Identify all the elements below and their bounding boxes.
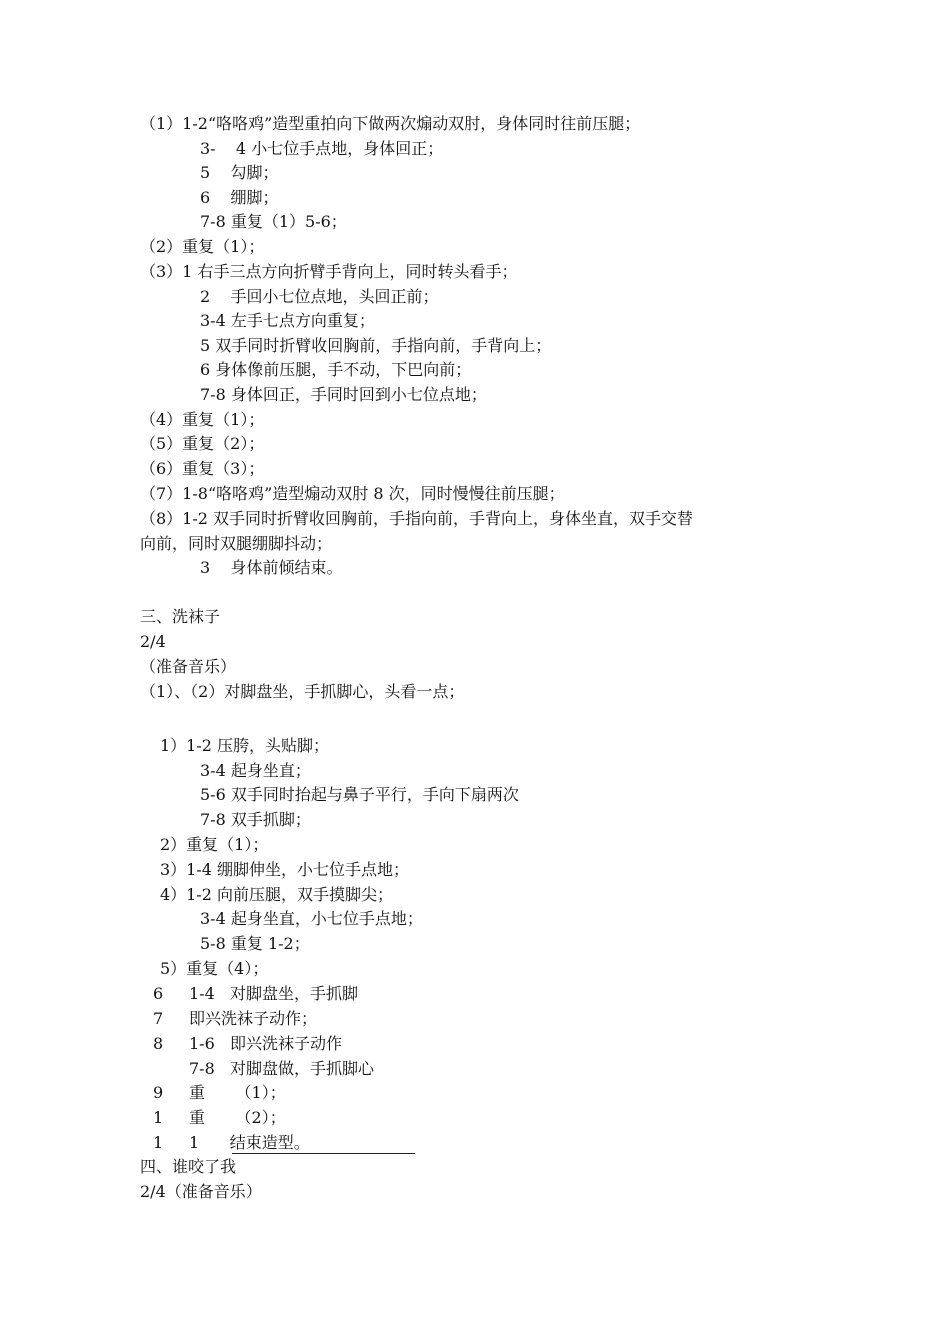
intro-music: （准备音乐） <box>140 657 237 676</box>
row-number: 9 <box>153 1083 164 1102</box>
move-line: 6 身体像前压腿，手不动，下巴向前； <box>200 360 472 379</box>
move-line: 3-4 起身坐直； <box>200 761 311 780</box>
row-text: 即兴洗袜子动作； <box>189 1009 318 1028</box>
move-line: 7-8 重复（1）5-6； <box>200 212 347 231</box>
move-line: （8）1-2 双手同时折臂收回胸前，手指向前，手背向上，身体坐直，双手交替 <box>140 509 694 528</box>
prep-line: （1）、（2）对脚盘坐，手抓脚心，头看一点； <box>140 682 465 701</box>
move-line: 3 身体前倾结束。 <box>200 558 343 577</box>
move-line: （5）重复（2）； <box>140 434 265 453</box>
move-line: （2）重复（1）； <box>140 237 265 256</box>
row-number: 6 <box>153 984 164 1003</box>
move-line: 7-8 身体回正，手同时回到小七位点地； <box>200 385 487 404</box>
move-line: 5 双手同时折臂收回胸前，手指向前，手背向上； <box>200 336 552 355</box>
move-line: 2 手回小七位点地，头回正前； <box>200 287 439 306</box>
meter-label: 2/4（准备音乐） <box>140 1182 262 1201</box>
meter-label: 2/4 <box>140 632 166 651</box>
move-line: （1）1-2“咯咯鸡”造型重拍向下做两次煽动双肘，身体同时往前压腿； <box>140 114 641 133</box>
move-line: 3- 4 小七位手点地，身体回正； <box>200 139 444 158</box>
move-line: 3-4 左手七点方向重复； <box>200 311 375 330</box>
section-title: 三、洗袜子 <box>140 607 221 626</box>
move-line: （3）1 右手三点方向折臂手背向上，同时转头看手； <box>140 262 518 281</box>
move-line: 1）1-2 压胯，头贴脚； <box>160 736 330 755</box>
move-line: 5-8 重复 1-2； <box>200 934 310 953</box>
row-text: 1 结束造型。 <box>189 1133 310 1152</box>
move-line: 4）1-2 向前压腿，双手摸脚尖； <box>160 885 394 904</box>
row-number: 8 <box>153 1034 164 1053</box>
row-number: 1 <box>153 1108 164 1127</box>
move-line: 7-8 双手抓脚； <box>200 810 311 829</box>
underline-rule <box>232 1153 415 1154</box>
row-text: 1-6 即兴洗袜子动作 <box>189 1034 343 1053</box>
section-title: 四、谁咬了我 <box>140 1157 237 1176</box>
move-line: 5 勾脚； <box>200 163 279 182</box>
move-line: 5-6 双手同时抬起与鼻子平行，手向下扇两次 <box>200 785 519 804</box>
row-text: 重 （2）； <box>189 1108 286 1127</box>
row-number: 7 <box>153 1009 164 1028</box>
row-text: 7-8 对脚盘做，手抓脚心 <box>189 1059 375 1078</box>
row-text: 1-4 对脚盘坐，手抓脚 <box>189 984 359 1003</box>
move-line: 3-4 起身坐直，小七位手点地； <box>200 909 423 928</box>
move-line: 向前，同时双腿绷脚抖动； <box>140 534 333 553</box>
row-number: 1 <box>153 1133 164 1152</box>
move-line: （7）1-8“咯咯鸡”造型煽动双肘 8 次，同时慢慢往前压腿； <box>140 484 565 503</box>
move-line: （6）重复（3）； <box>140 459 265 478</box>
row-text: 重 （1）； <box>189 1083 286 1102</box>
move-line: 2）重复（1）； <box>160 835 269 854</box>
move-line: 6 绷脚； <box>200 188 279 207</box>
move-line: （4）重复（1）； <box>140 410 265 429</box>
move-line: 5）重复（4）； <box>160 959 269 978</box>
move-line: 3）1-4 绷脚伸坐，小七位手点地； <box>160 860 410 879</box>
